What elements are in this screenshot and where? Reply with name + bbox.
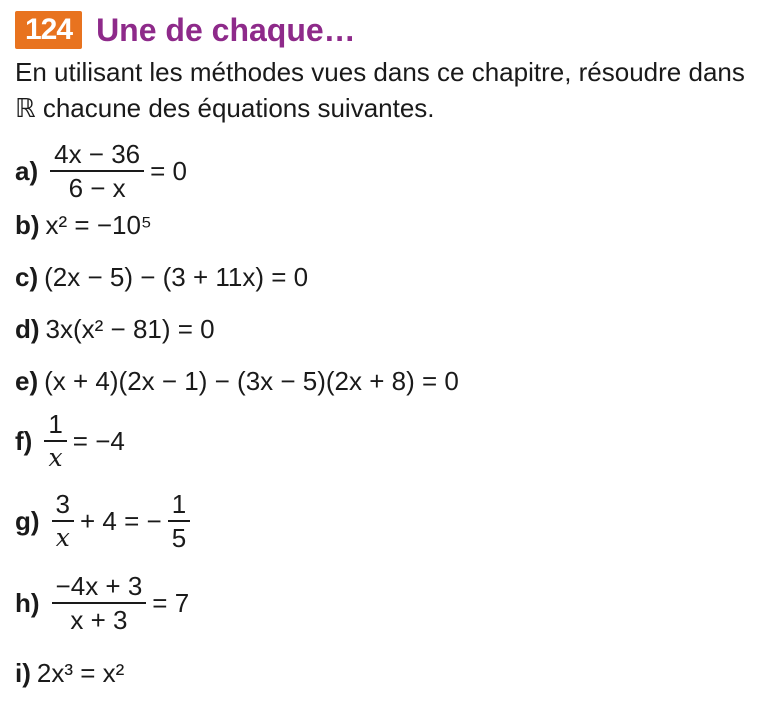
equation-g	[15, 488, 196, 554]
fraction	[44, 408, 66, 474]
exercise-header	[15, 10, 356, 50]
equation-i	[15, 658, 124, 689]
fraction-denominator: x + 3	[70, 605, 128, 635]
equation-label: d)	[15, 314, 40, 344]
equation-label: g)	[15, 505, 40, 536]
fraction	[52, 488, 74, 554]
equation-e	[15, 366, 459, 397]
equation-c	[15, 262, 308, 293]
equation-b	[15, 210, 152, 241]
fraction-numerator: 1	[171, 489, 187, 519]
fraction-denominator: x	[55, 523, 70, 552]
equation-body: (2x − 5) − (3 + 11x) = 0	[44, 262, 309, 292]
equation-label: a)	[15, 155, 39, 186]
equation-body: 3x(x² − 81) = 0	[45, 314, 215, 344]
fraction-denominator: x	[48, 443, 63, 472]
equation-a	[15, 138, 187, 204]
fraction	[168, 488, 190, 554]
fraction-denominator: 5	[171, 523, 187, 553]
equation-body: 2x³ = x²	[36, 658, 125, 688]
equation-h	[15, 570, 189, 636]
equation-middle: + 4 = −	[80, 505, 162, 536]
equation-label: e)	[15, 366, 39, 396]
fraction-numerator: 3	[55, 489, 71, 519]
equation-rhs: = 0	[150, 155, 188, 186]
equation-label: i)	[15, 658, 31, 688]
exercise-title: Une de chaque…	[96, 11, 356, 48]
equation-body: (x + 4)(2x − 1) − (3x − 5)(2x + 8) = 0	[44, 366, 459, 396]
fraction	[52, 570, 147, 636]
exercise-intro: En utilisant les méthodes vues dans ce chapitre, résoudre dans ℝ chacune des équations suivantes.	[15, 57, 745, 123]
equation-label: b)	[15, 210, 40, 240]
fraction-numerator: −4x + 3	[55, 571, 143, 601]
fraction-denominator: 6 − x	[68, 173, 126, 203]
fraction	[50, 138, 144, 204]
equation-rhs: = −4	[72, 425, 125, 456]
equation-body: x² = −10⁵	[45, 210, 152, 240]
equation-d	[15, 314, 215, 345]
equation-f	[15, 408, 125, 474]
equation-label: c)	[15, 262, 39, 292]
equation-label: f)	[15, 425, 33, 456]
equation-rhs: = 7	[152, 587, 190, 618]
equation-label: h)	[15, 587, 40, 618]
exercise-number-badge: 124	[15, 11, 82, 49]
fraction-numerator: 1	[48, 409, 63, 439]
fraction-numerator: 4x − 36	[54, 139, 141, 169]
